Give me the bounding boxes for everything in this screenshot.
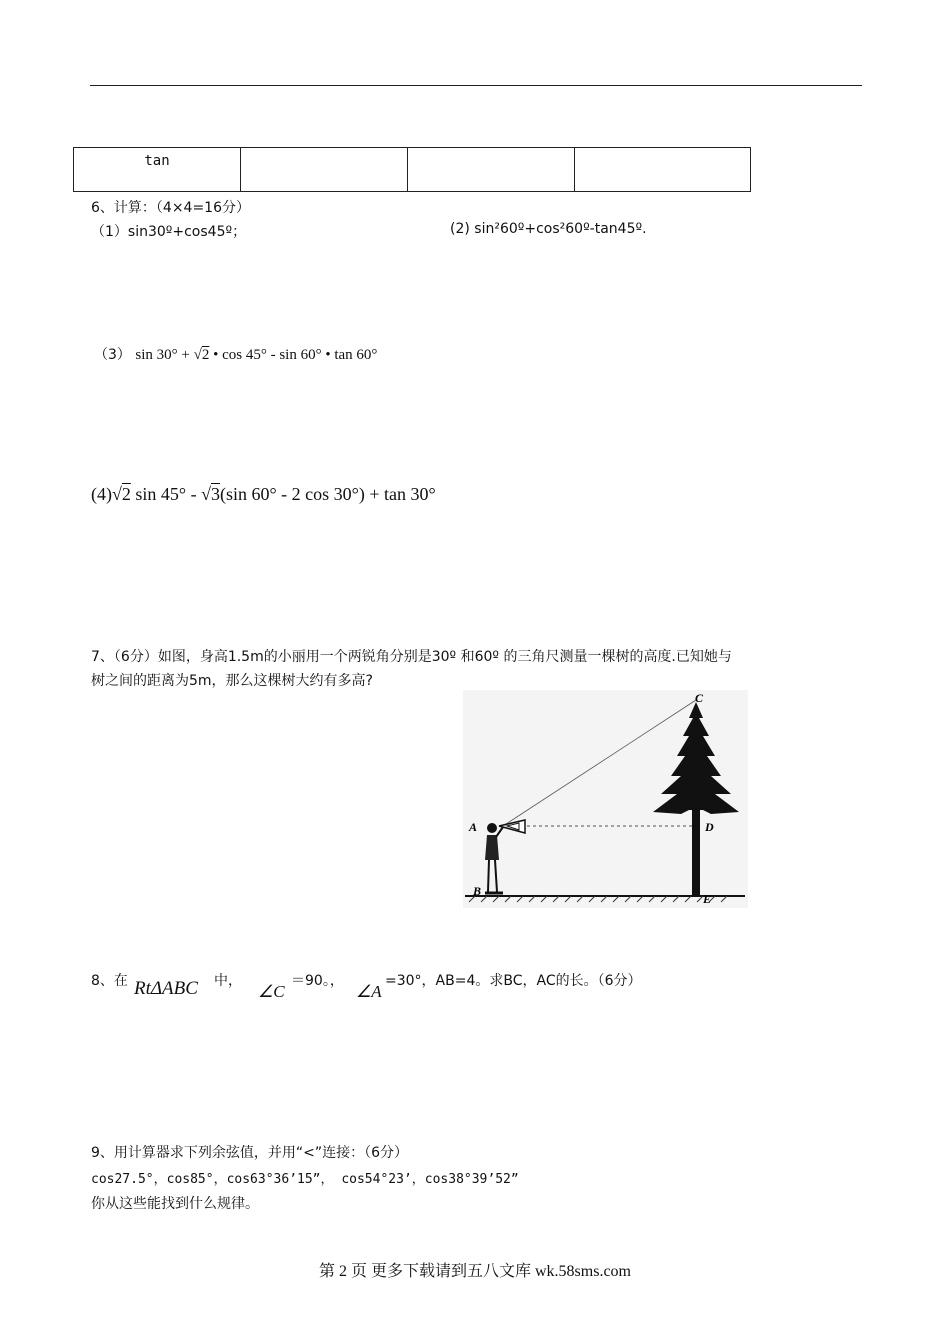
page-footer: 第 2 页 更多下载请到五八文库 wk.58sms.com bbox=[318, 1263, 631, 1280]
label-e: E bbox=[703, 892, 712, 906]
q7-line1: 7、（6分）如图，身高1.5m的小丽用一个两锐角分别是30º 和60º 的三角尺测量一棵树的高度.已知她与 bbox=[91, 649, 732, 665]
q9-line3: 你从这些能找到什么规律。 bbox=[91, 1196, 259, 1212]
sqrt-symbol: √ bbox=[201, 484, 211, 504]
sqrt-symbol: √ bbox=[193, 347, 202, 363]
q6-part3-term1: sin 30° + bbox=[135, 347, 194, 363]
q6-title: 6、计算：（4×4=16分） bbox=[91, 200, 250, 216]
q6-part4 bbox=[91, 484, 436, 505]
q8-mid2: ＝90。， bbox=[291, 973, 344, 989]
q8-mid1: 中， bbox=[214, 973, 242, 989]
q8-prefix: 8、在 bbox=[91, 973, 128, 989]
q6-part4-radicand-3: 3 bbox=[210, 484, 220, 504]
label-b: B bbox=[473, 884, 482, 898]
q6-part4-term2: (sin 60° - 2 cos 30°) + tan 30° bbox=[219, 484, 436, 504]
q6-part2: (2) sin²60º+cos²60º-tan45º. bbox=[450, 221, 647, 237]
label-d: D bbox=[705, 820, 714, 834]
q9-line1: 9、用计算器求下列余弦值，并用“<”连接：（6分） bbox=[91, 1145, 409, 1161]
table-row bbox=[74, 148, 751, 192]
q6-part4-label: (4) bbox=[91, 484, 112, 504]
q8-angle-a: ∠A bbox=[356, 982, 382, 1001]
table-cell bbox=[241, 148, 408, 192]
table-cell bbox=[575, 148, 751, 192]
q8-triangle: RtΔABC bbox=[134, 978, 198, 999]
trig-table bbox=[73, 147, 751, 192]
q9-line2: cos27.5°，cos85°，cos63°36’15”， cos54°23’，cos38°39’52” bbox=[91, 1172, 519, 1187]
q6-part1: （1）sin30º+cos45º； bbox=[91, 224, 247, 240]
girl-head bbox=[487, 823, 497, 833]
table-cell bbox=[408, 148, 575, 192]
q6-part3-term2: • cos 45° - sin 60° • tan 60° bbox=[209, 347, 378, 363]
girl-body bbox=[485, 835, 499, 860]
girl-leg-left bbox=[488, 860, 489, 892]
tree-measurement-figure bbox=[463, 690, 748, 908]
q8-angle-c: ∠C bbox=[258, 982, 285, 1001]
label-a: A bbox=[469, 820, 478, 834]
q6-part4-radicand-2: 2 bbox=[121, 484, 131, 504]
q6-part4-term1: sin 45° - bbox=[130, 484, 202, 504]
q8-rest: =30°，AB=4。求BC，AC的长。（6分） bbox=[385, 973, 642, 989]
label-c: C bbox=[695, 691, 704, 705]
q6-part3-radicand: 2 bbox=[201, 347, 210, 363]
q7-line2: 树之间的距离为5m，那么这棵树大约有多高? bbox=[91, 673, 373, 689]
q6-part3 bbox=[94, 344, 377, 364]
table-cell-label: tan bbox=[74, 148, 241, 192]
tree-trunk bbox=[692, 810, 700, 896]
sqrt-symbol: √ bbox=[112, 484, 122, 504]
header-rule bbox=[90, 85, 862, 86]
q6-part3-label: （3） bbox=[94, 347, 131, 363]
